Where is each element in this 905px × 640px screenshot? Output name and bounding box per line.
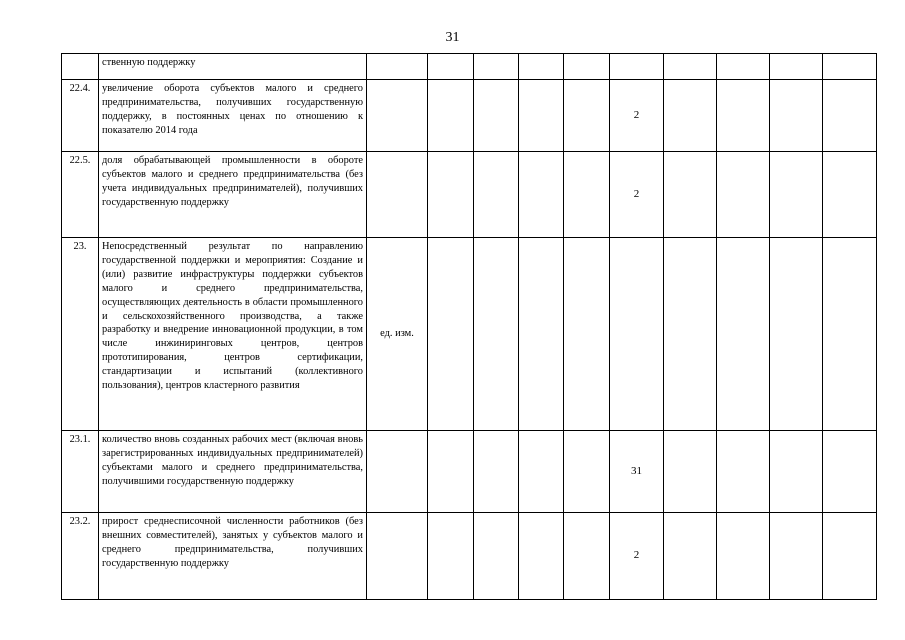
empty-cell [474,513,519,600]
empty-cell [770,431,823,513]
row-value: 2 [610,80,664,152]
empty-cell [519,431,564,513]
empty-cell [770,54,823,80]
empty-cell [717,80,770,152]
empty-cell [770,513,823,600]
empty-cell [474,152,519,238]
row-unit [367,152,428,238]
empty-cell [428,80,474,152]
empty-cell [564,80,610,152]
empty-cell [428,152,474,238]
row-value: 2 [610,513,664,600]
empty-cell [428,54,474,80]
row-number [62,54,99,80]
row-number: 23. [62,238,99,431]
table-row [62,80,877,152]
empty-cell [717,431,770,513]
empty-cell [823,54,877,80]
row-description: доля обрабатывающей промышленности в обороте субъектов малого и среднего предпринимательства (без учета индивидуальных предпринимателей), получивших государственную поддержку [99,152,367,238]
empty-cell [519,238,564,431]
row-number: 23.1. [62,431,99,513]
empty-cell [428,513,474,600]
table-row [62,54,877,80]
row-description: ственную поддержку [99,54,367,80]
row-description: количество вновь созданных рабочих мест (включая вновь зарегистрированных индивидуальных предпринимателей) субъектами малого и среднего предпринимательства, получившими государственную поддержку [99,431,367,513]
empty-cell [664,152,717,238]
row-value [610,238,664,431]
empty-cell [717,513,770,600]
empty-cell [474,80,519,152]
row-description: Непосредственный результат по направлению государственной поддержки и мероприятия: Создание и (или) развитие инфраструктуры поддержки субъектов малого и среднего предпринимательства, осуществляющих деятельность в области промышленного и сельскохозяйственного производства, а также разработку и внедрение инновационной продукции, в том числе инжиниринговых центров, центров прототипирования, центров сертификации, стандартизации и испытаний (коллективного пользования), центров кластерного развития [99,238,367,431]
row-unit [367,513,428,600]
table-row [62,431,877,513]
row-number: 22.4. [62,80,99,152]
indicators-table [61,53,877,600]
empty-cell [823,513,877,600]
empty-cell [823,431,877,513]
row-unit [367,431,428,513]
empty-cell [564,152,610,238]
empty-cell [664,431,717,513]
empty-cell [770,152,823,238]
empty-cell [717,238,770,431]
row-value [610,54,664,80]
empty-cell [564,54,610,80]
empty-cell [519,80,564,152]
row-unit: ед. изм. [367,238,428,431]
empty-cell [564,238,610,431]
empty-cell [664,238,717,431]
empty-cell [564,513,610,600]
empty-cell [823,238,877,431]
empty-cell [770,80,823,152]
empty-cell [717,54,770,80]
empty-cell [428,238,474,431]
row-value: 31 [610,431,664,513]
row-number: 23.2. [62,513,99,600]
empty-cell [519,54,564,80]
empty-cell [519,152,564,238]
empty-cell [664,54,717,80]
empty-cell [664,80,717,152]
empty-cell [564,431,610,513]
empty-cell [474,431,519,513]
page-number: 31 [445,30,460,45]
empty-cell [770,238,823,431]
table-row [62,238,877,431]
row-unit [367,80,428,152]
table-row [62,513,877,600]
empty-cell [474,54,519,80]
table-row [62,152,877,238]
row-value: 2 [610,152,664,238]
empty-cell [717,152,770,238]
empty-cell [823,152,877,238]
row-description: прирост среднесписочной численности работников (без внешних совместителей), занятых у субъектов малого и среднего предпринимательства, получивших государственную поддержку [99,513,367,600]
empty-cell [664,513,717,600]
empty-cell [519,513,564,600]
empty-cell [474,238,519,431]
row-number: 22.5. [62,152,99,238]
empty-cell [823,80,877,152]
empty-cell [428,431,474,513]
row-unit [367,54,428,80]
row-description: увеличение оборота субъектов малого и среднего предпринимательства, получивших государственную поддержку, в постоянных ценах по отношению к показателю 2014 года [99,80,367,152]
